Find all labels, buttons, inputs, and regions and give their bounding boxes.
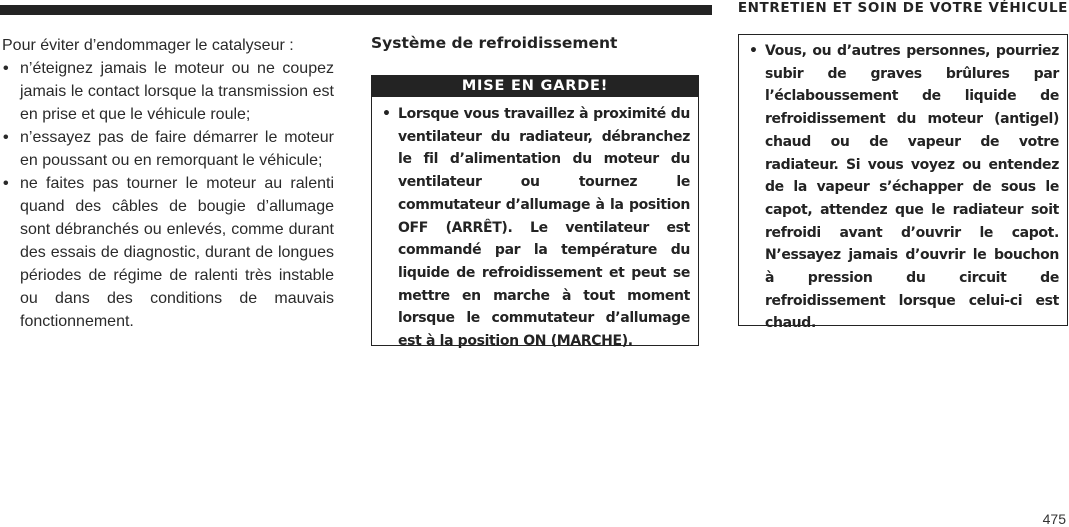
bullet-icon: •	[3, 175, 9, 192]
list-item	[749, 40, 1059, 335]
running-header: ENTRETIEN ET SOIN DE VOTRE VÉHICULE	[737, 0, 1068, 16]
bullet-icon: •	[382, 106, 391, 122]
list-item-text: n’essayez pas de faire démarrer le moteur en poussant ou en remorquant le véhicule;	[20, 129, 334, 169]
list-item-text: Vous, ou d’autres personnes, pourriez subir de graves brûlures par l’éclaboussement de liquide de refroidissement du moteur (antigel) chaud ou de vapeur de votre radiateur. Si vous voyez ou entendez de la vapeur s’échapper de sous le capot, attendez que le radiateur soit refroidi avant d’ouvrir le capot. N’essayez jamais d’ouvrir le bouchon à pression du circuit de refroidissement lorsque celui-ci est chaud.	[765, 43, 1059, 332]
warning-box	[371, 75, 699, 350]
list-item-text: n’éteignez jamais le moteur ou ne coupez jamais le contact lorsque la transmission est en prise et que le véhicule roule;	[20, 60, 334, 123]
list-item	[2, 172, 334, 333]
bullet-icon: •	[3, 60, 9, 77]
warning-list	[382, 103, 690, 353]
warning-list	[749, 40, 1059, 335]
list-item	[2, 126, 334, 172]
list-item-text: ne faites pas tourner le moteur au ralenti quand des câbles de bougie d’allumage sont débranchés ou enlevés, comme durant des essais de diagnostic, durant de longues périodes de régime de ralenti très instable ou dans des conditions de mauvais fonctionnement.	[20, 175, 334, 330]
bullet-icon: •	[749, 43, 758, 59]
page-number: 475	[1042, 511, 1066, 527]
section-title: Système de refroidissement	[371, 34, 618, 52]
bullet-icon: •	[3, 129, 9, 146]
header-bar	[0, 5, 712, 15]
list-item-text: Lorsque vous travaillez à proximité du ventilateur du radiateur, débranchez le fil d’alimentation du moteur du ventilateur ou tournez le commutateur d’allumage à la position OFF (ARRÊT). Le ventilateur est commandé par la température du liquide de refroidissement et peut se mettre en marche à tout moment lorsque le commutateur d’allumage est à la position ON (MARCHE).	[398, 106, 690, 350]
catalyst-tips-list	[2, 57, 334, 333]
list-item	[2, 57, 334, 126]
warning-box-continued	[738, 34, 1068, 332]
warning-heading: MISE EN GARDE!	[372, 76, 698, 97]
intro-paragraph: Pour éviter d’endommager le catalyseur :	[2, 37, 294, 54]
list-item	[382, 103, 690, 353]
left-column	[2, 34, 334, 333]
